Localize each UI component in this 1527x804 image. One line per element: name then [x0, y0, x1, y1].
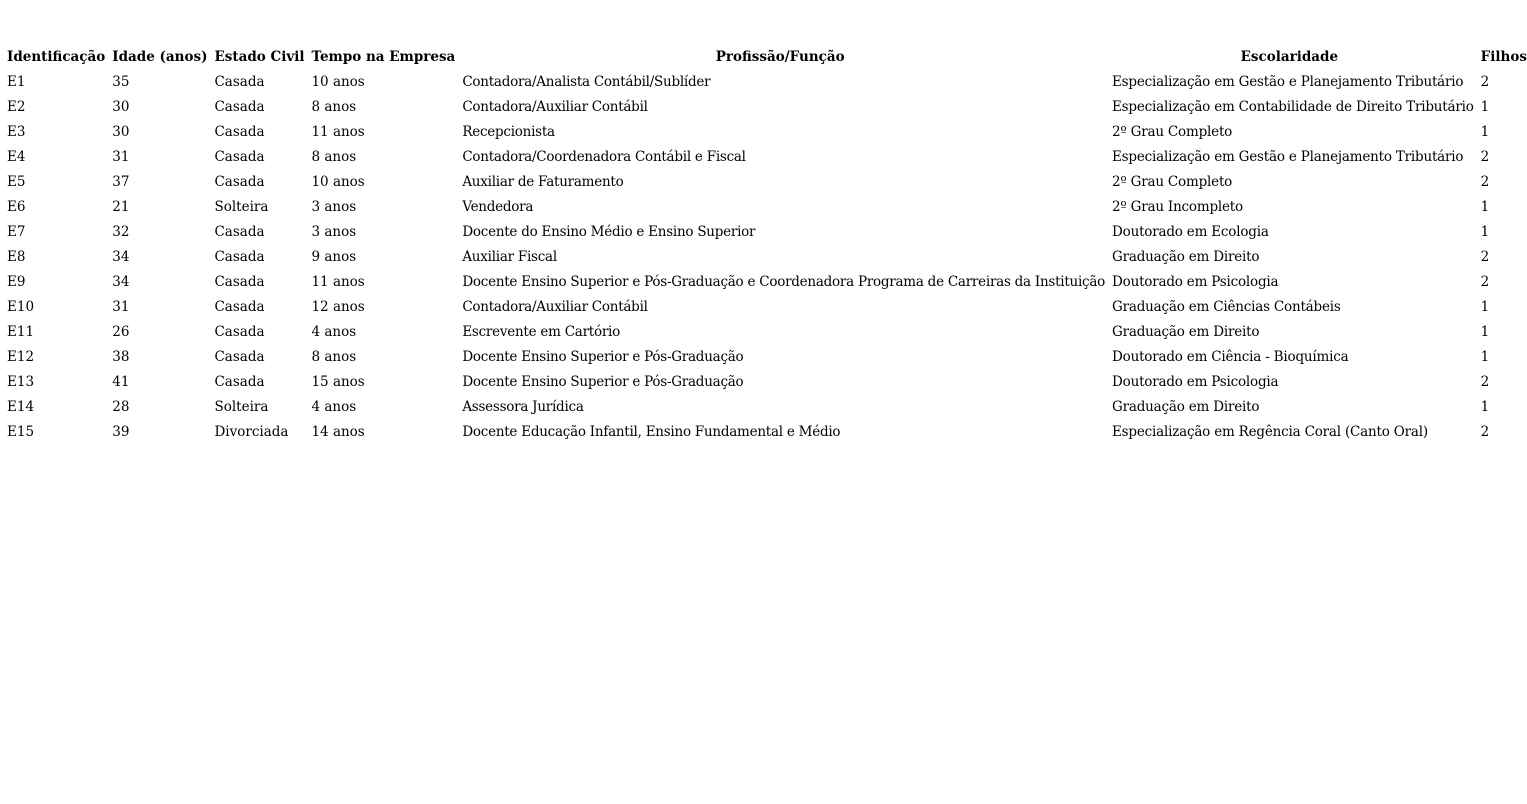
cell-escolaridade: Graduação em Direito	[1112, 248, 1260, 265]
cell-profissao-funcao: Contadora/Analista Contábil/Sublíder	[462, 73, 711, 90]
cell-filhos: 2	[1480, 423, 1490, 440]
cell-escolaridade: Especialização em Regência Coral (Canto Oral)	[1112, 423, 1428, 440]
cell-identificacao: E8	[7, 248, 26, 265]
cell-idade: 26	[112, 323, 130, 340]
cell-filhos: 1	[1480, 98, 1490, 115]
cell-estado-civil: Casada	[214, 298, 265, 315]
cell-idade: 30	[112, 123, 130, 140]
cell-profissao-funcao: Docente Ensino Superior e Pós-Graduação e Coordenadora Programa de Carreiras da Instituição	[462, 273, 1106, 290]
header-profissao-funcao: Profissão/Função	[715, 48, 845, 65]
cell-escolaridade: 2º Grau Completo	[1112, 173, 1233, 190]
cell-profissao-funcao: Docente Ensino Superior e Pós-Graduação	[462, 373, 744, 390]
cell-idade: 31	[112, 298, 130, 315]
cell-estado-civil: Casada	[214, 148, 265, 165]
cell-escolaridade: Doutorado em Psicologia	[1112, 373, 1279, 390]
cell-identificacao: E6	[7, 198, 26, 215]
cell-tempo-empresa: 11 anos	[311, 123, 365, 140]
table-row	[0, 194, 1527, 219]
cell-profissao-funcao: Auxiliar de Faturamento	[462, 173, 624, 190]
cell-filhos: 2	[1480, 173, 1490, 190]
cell-estado-civil: Casada	[214, 123, 265, 140]
cell-tempo-empresa: 12 anos	[311, 298, 365, 315]
cell-estado-civil: Casada	[214, 223, 265, 240]
cell-identificacao: E1	[7, 73, 26, 90]
cell-filhos: 2	[1480, 248, 1490, 265]
cell-idade: 32	[112, 223, 130, 240]
cell-filhos: 1	[1480, 323, 1490, 340]
cell-profissao-funcao: Contadora/Coordenadora Contábil e Fiscal	[462, 148, 746, 165]
cell-idade: 41	[112, 373, 130, 390]
cell-escolaridade: Doutorado em Psicologia	[1112, 273, 1279, 290]
header-idade: Idade (anos)	[112, 48, 208, 65]
cell-profissao-funcao: Docente do Ensino Médio e Ensino Superior	[462, 223, 756, 240]
cell-identificacao: E11	[7, 323, 35, 340]
cell-estado-civil: Casada	[214, 273, 265, 290]
cell-identificacao: E10	[7, 298, 35, 315]
header-identificacao: Identificação	[7, 48, 106, 65]
cell-tempo-empresa: 11 anos	[311, 273, 365, 290]
cell-filhos: 2	[1480, 273, 1490, 290]
cell-tempo-empresa: 10 anos	[311, 73, 365, 90]
cell-filhos: 1	[1480, 223, 1490, 240]
cell-tempo-empresa: 3 anos	[311, 198, 357, 215]
cell-tempo-empresa: 14 anos	[311, 423, 365, 440]
cell-idade: 39	[112, 423, 130, 440]
cell-tempo-empresa: 8 anos	[311, 148, 357, 165]
cell-filhos: 1	[1480, 198, 1490, 215]
cell-estado-civil: Casada	[214, 323, 265, 340]
cell-identificacao: E2	[7, 98, 26, 115]
cell-escolaridade: 2º Grau Completo	[1112, 123, 1233, 140]
cell-estado-civil: Solteira	[214, 198, 269, 215]
header-estado-civil: Estado Civil	[214, 48, 305, 65]
cell-estado-civil: Casada	[214, 173, 265, 190]
cell-idade: 34	[112, 273, 130, 290]
table-row	[0, 144, 1527, 169]
cell-profissao-funcao: Docente Educação Infantil, Ensino Fundamental e Médio	[462, 423, 841, 440]
table-body	[0, 69, 1527, 444]
header-tempo-empresa: Tempo na Empresa	[311, 48, 456, 65]
cell-estado-civil: Divorciada	[214, 423, 289, 440]
cell-idade: 38	[112, 348, 130, 365]
cell-filhos: 2	[1480, 148, 1490, 165]
cell-identificacao: E14	[7, 398, 35, 415]
cell-estado-civil: Solteira	[214, 398, 269, 415]
cell-idade: 31	[112, 148, 130, 165]
table-row	[0, 369, 1527, 394]
cell-escolaridade: Graduação em Ciências Contábeis	[1112, 298, 1341, 315]
cell-escolaridade: Especialização em Contabilidade de Direito Tributário	[1112, 98, 1474, 115]
cell-tempo-empresa: 4 anos	[311, 323, 357, 340]
table-row	[0, 94, 1527, 119]
cell-profissao-funcao: Recepcionista	[462, 123, 555, 140]
cell-estado-civil: Casada	[214, 373, 265, 390]
cell-filhos: 1	[1480, 398, 1490, 415]
cell-profissao-funcao: Contadora/Auxiliar Contábil	[462, 98, 648, 115]
table-row	[0, 169, 1527, 194]
cell-filhos: 2	[1480, 73, 1490, 90]
cell-identificacao: E3	[7, 123, 26, 140]
cell-estado-civil: Casada	[214, 73, 265, 90]
table-row	[0, 319, 1527, 344]
cell-filhos: 2	[1480, 373, 1490, 390]
cell-profissao-funcao: Auxiliar Fiscal	[462, 248, 557, 265]
header-filhos: Filhos	[1480, 48, 1527, 65]
cell-tempo-empresa: 10 anos	[311, 173, 365, 190]
table-row	[0, 219, 1527, 244]
cell-tempo-empresa: 8 anos	[311, 348, 357, 365]
cell-identificacao: E12	[7, 348, 35, 365]
cell-filhos: 1	[1480, 348, 1490, 365]
header-escolaridade: Escolaridade	[1240, 48, 1339, 65]
cell-identificacao: E5	[7, 173, 26, 190]
cell-identificacao: E4	[7, 148, 26, 165]
cell-estado-civil: Casada	[214, 248, 265, 265]
table-row	[0, 269, 1527, 294]
cell-escolaridade: Especialização em Gestão e Planejamento Tributário	[1112, 148, 1464, 165]
table-row	[0, 119, 1527, 144]
cell-profissao-funcao: Docente Ensino Superior e Pós-Graduação	[462, 348, 744, 365]
cell-identificacao: E9	[7, 273, 26, 290]
cell-tempo-empresa: 15 anos	[311, 373, 365, 390]
cell-identificacao: E7	[7, 223, 26, 240]
cell-idade: 35	[112, 73, 130, 90]
cell-profissao-funcao: Vendedora	[462, 198, 534, 215]
cell-estado-civil: Casada	[214, 98, 265, 115]
cell-tempo-empresa: 9 anos	[311, 248, 357, 265]
table-row	[0, 294, 1527, 319]
cell-escolaridade: Doutorado em Ecologia	[1112, 223, 1269, 240]
cell-escolaridade: Especialização em Gestão e Planejamento Tributário	[1112, 73, 1464, 90]
table-row	[0, 69, 1527, 94]
cell-idade: 30	[112, 98, 130, 115]
cell-tempo-empresa: 8 anos	[311, 98, 357, 115]
cell-estado-civil: Casada	[214, 348, 265, 365]
cell-filhos: 1	[1480, 123, 1490, 140]
cell-tempo-empresa: 4 anos	[311, 398, 357, 415]
cell-escolaridade: Graduação em Direito	[1112, 323, 1260, 340]
cell-profissao-funcao: Contadora/Auxiliar Contábil	[462, 298, 648, 315]
cell-idade: 28	[112, 398, 130, 415]
table-row	[0, 244, 1527, 269]
cell-identificacao: E13	[7, 373, 35, 390]
cell-escolaridade: Graduação em Direito	[1112, 398, 1260, 415]
cell-escolaridade: Doutorado em Ciência - Bioquímica	[1112, 348, 1349, 365]
cell-idade: 21	[112, 198, 130, 215]
cell-escolaridade: 2º Grau Incompleto	[1112, 198, 1243, 215]
cell-tempo-empresa: 3 anos	[311, 223, 357, 240]
table-header-row	[0, 44, 1527, 69]
cell-idade: 37	[112, 173, 130, 190]
participants-table	[0, 44, 1527, 444]
cell-profissao-funcao: Escrevente em Cartório	[462, 323, 620, 340]
cell-filhos: 1	[1480, 298, 1490, 315]
cell-idade: 34	[112, 248, 130, 265]
table-row	[0, 344, 1527, 369]
table-row	[0, 394, 1527, 419]
cell-profissao-funcao: Assessora Jurídica	[462, 398, 584, 415]
table-row	[0, 419, 1527, 444]
cell-identificacao: E15	[7, 423, 35, 440]
